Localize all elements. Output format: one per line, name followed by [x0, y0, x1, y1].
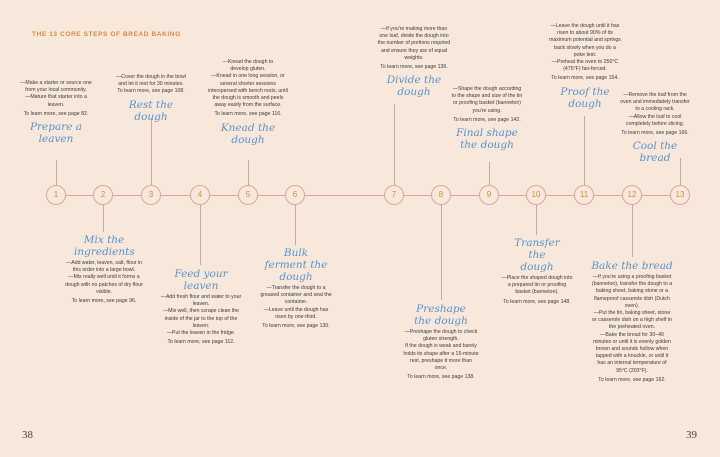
step-4-more: To learn more, see page 112.: [167, 339, 235, 346]
step-11-line-2: —Preheat the oven to 250°C (475°F) fan-forced.: [551, 59, 619, 73]
step-5-title: Knead the dough: [220, 121, 276, 146]
step-13-line-2: —Allow the loaf to cool completely before slicing.: [625, 113, 685, 127]
step-node-13: 13: [670, 185, 690, 205]
step-12-title: Bake the bread: [591, 260, 673, 272]
step-7-more: To learn more, see page 136.: [380, 64, 448, 71]
step-10: [500, 237, 574, 306]
step-13: [618, 92, 692, 166]
connector-4: [200, 205, 201, 265]
connector-2: [103, 205, 104, 232]
step-6-title: Bulk ferment the dough: [264, 247, 328, 283]
step-5-line-1: —Knead the dough to develop gluten.: [222, 59, 274, 73]
step-10-line-1: —Place the shaped dough into a prepared tin or proofing basket (banneton).: [501, 275, 573, 296]
step-2-line-2: —Mix really well until it forms a dough with no patches of dry flour visible.: [65, 274, 143, 295]
step-5: [208, 59, 288, 146]
step-12-line-1: —If you're using a proofing basket (banneton), transfer the dough to a baking sheet, baking stone or a flameproof casserole dish (Dutch oven).: [591, 274, 673, 309]
step-5-line-2: —Knead in one long session, or several shorter sessions interspersed with bench rests, until the dough is smooth and peels away easily from the surface.: [208, 73, 288, 109]
step-node-4: 4: [190, 185, 210, 205]
step-node-1: 1: [46, 185, 66, 205]
connector-5: [248, 160, 249, 185]
step-8: [403, 303, 479, 381]
connector-11: [584, 116, 585, 185]
step-1-more: To learn more, see page 82.: [23, 110, 89, 117]
step-9: [451, 86, 523, 151]
connector-7: [394, 104, 395, 185]
step-6-line-1: —Transfer the dough to a greased container and seal the container.: [260, 285, 332, 306]
step-3-title: Rest the dough: [128, 98, 174, 123]
step-12-line-3: —Bake the bread for 30–40 minutes or until it is evenly golden brown and sounds hollow when tapped with a knuckle, or until it has an internal temperature of 95°C (203°F).: [593, 331, 671, 374]
step-node-5: 5: [238, 185, 258, 205]
step-13-line-1: —Remove the loaf from the oven and immediately transfer to a cooling rack.: [620, 92, 690, 113]
page-heading: THE 13 CORE STEPS OF BREAD BAKING: [32, 31, 181, 38]
step-2-more: To learn more, see page 96.: [71, 298, 137, 305]
step-7-title: Divide the dough: [386, 74, 442, 99]
step-13-more: To learn more, see page 166.: [621, 130, 689, 137]
step-8-more: To learn more, see page 138.: [407, 374, 475, 381]
step-3-more: To learn more, see page 108.: [117, 88, 185, 95]
step-10-title: Transfer the dough: [514, 237, 560, 273]
step-4: [158, 268, 244, 346]
step-7-line-1: —If you're making more than one loaf, divide the dough into the number of portions required and ensure they are of equal weights.: [377, 26, 451, 61]
page-number-right: 39: [686, 429, 697, 441]
step-8-line-2: If the dough is weak and barely holds its shape after a 15-minute rest, preshape it more than once.: [403, 343, 479, 372]
connector-1: [56, 160, 57, 185]
step-6: [258, 247, 334, 330]
step-7: [376, 26, 452, 98]
step-12-line-2: —Put the tin, baking sheet, stone or casserole dish on a high shelf in the preheated oven.: [592, 310, 672, 331]
step-12-more: To learn more, see page 162.: [598, 376, 666, 383]
connector-3: [151, 118, 152, 185]
step-1-line-1: —Make a starter or source one from your local community.: [20, 80, 92, 94]
step-8-title: Preshape the dough: [414, 303, 468, 327]
step-9-title: Final shape the dough: [456, 127, 518, 152]
step-5-more: To learn more, see page 116.: [214, 111, 282, 118]
step-node-7: 7: [384, 185, 404, 205]
step-4-line-3: —Put the leaven in the fridge.: [166, 330, 236, 337]
step-9-line-1: —Shape the dough according to the shape and size of the tin or proofing basket (banneton) you're using.: [451, 86, 523, 114]
step-1-title: Prepare a leaven: [29, 121, 83, 146]
step-node-8: 8: [431, 185, 451, 205]
step-11-line-1: —Leave the dough until it has risen to about 90% of its maximum potential and springs back slowly when you do a poke test.: [549, 23, 621, 58]
step-4-line-2: —Mix well, then scrape clean the inside of the jar to the top of the leaven.: [162, 308, 240, 329]
step-8-line-1: —Preshape the dough to check gluten strength.: [404, 329, 478, 343]
step-11-title: Proof the dough: [560, 85, 610, 110]
step-11: [548, 23, 622, 110]
step-node-9: 9: [479, 185, 499, 205]
step-1: [18, 80, 94, 145]
page-number-left: 38: [22, 429, 33, 441]
step-node-12: 12: [622, 185, 642, 205]
step-4-line-1: —Add fresh flour and water to your leaven.: [160, 294, 242, 308]
step-6-line-2: —Leave until the dough has risen by one-third.: [263, 306, 329, 320]
step-3: [113, 74, 189, 125]
step-1-line-2: —Mature that starter into a leaven.: [25, 94, 87, 108]
step-2: [64, 234, 144, 305]
step-node-11: 11: [574, 185, 594, 205]
connector-9: [489, 162, 490, 185]
step-6-more: To learn more, see page 130.: [262, 323, 330, 330]
step-3-line-1: —Cover the dough in the bowl and let it rest for 30 minutes.: [116, 74, 186, 88]
connector-8: [441, 205, 442, 300]
step-9-more: To learn more, see page 142.: [453, 116, 521, 123]
step-node-6: 6: [285, 185, 305, 205]
connector-10: [536, 205, 537, 235]
step-2-line-1: —Add water, leaven, salt, flour in this order into a large bowl.: [66, 260, 142, 274]
step-12: [591, 260, 673, 384]
step-node-10: 10: [526, 185, 546, 205]
connector-6: [295, 205, 296, 245]
step-node-3: 3: [141, 185, 161, 205]
step-10-more: To learn more, see page 148.: [503, 298, 571, 305]
step-2-title: Mix the ingredients: [74, 234, 135, 258]
step-node-2: 2: [93, 185, 113, 205]
step-4-title: Feed your leaven: [174, 268, 228, 292]
step-11-more: To learn more, see page 154.: [551, 75, 619, 82]
step-13-title: Cool the bread: [632, 140, 678, 165]
connector-12: [632, 205, 633, 257]
